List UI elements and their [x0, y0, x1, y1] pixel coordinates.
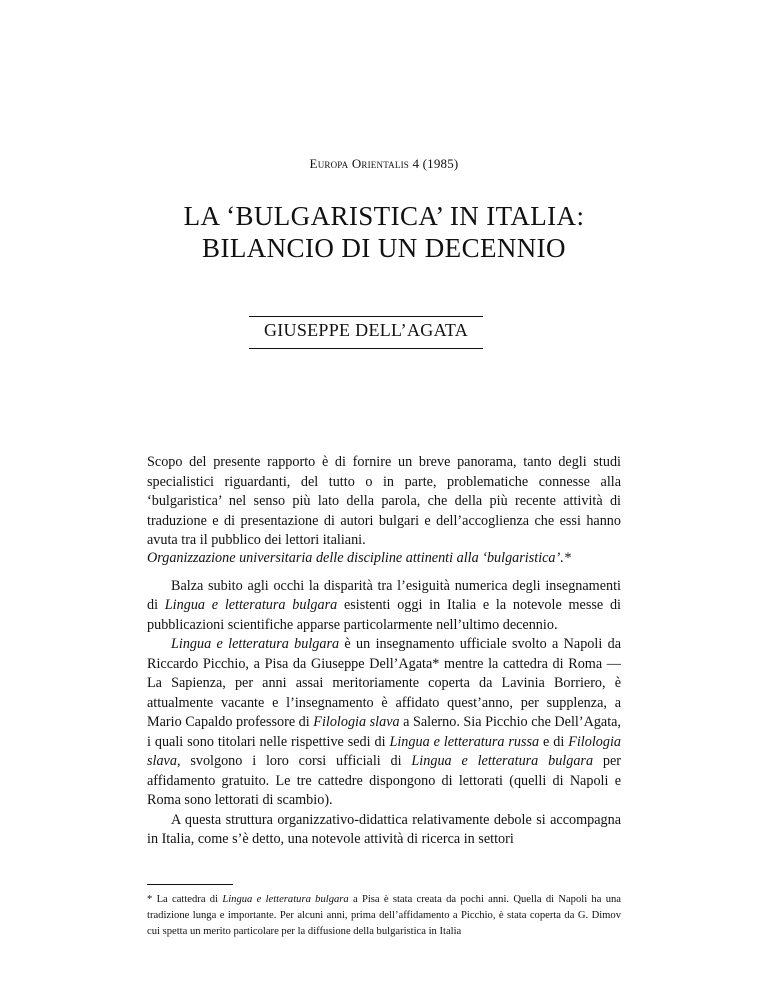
journal-name: Europa Orientalis: [309, 156, 409, 171]
paragraph-2: Lingua e letteratura bulgara è un insegnamento ufficiale svolto a Napoli da Riccardo Picchio, a Pisa da Giuseppe Dell’Agata* mentre la cattedra di Roma — La Sapienza, per anni assai meritoriamente coperta da Lavinia Borriero, è attualmente vacante e l’insegnamento è affidato quest’anno, per supplenza, a Mario Capaldo professore di Filologia slava a Salerno. Sia Picchio che Dell’Agata, i quali sono titolari nelle rispettive sedi di Lingua e letteratura russa e di Filologia slava, svolgono i loro corsi ufficiali di Lingua e letteratura bulgara per affidamento gratuito. Le tre cattedre dispongono di lettorati (quelli di Napoli e Roma sono lettorati di scambio).: [147, 636, 622, 808]
paragraph-3: A questa struttura organizzativo-didattica relativamente debole si accompagna in Italia, come s’è detto, una notevole attività di ricerca in settori: [147, 811, 621, 847]
footnote-rule: [147, 884, 233, 885]
footnote: * La cattedra di Lingua e letteratura bulgara a Pisa è stata creata da pochi anni. Quella di Napoli ha una tradizione lunga e importante. Per alcuni anni, prima dell’affidamento a Picchio, è stata coperta da G. Dimov cui spetta un merito particolare per la diffusione della bulgaristica in Italia: [147, 894, 621, 937]
paragraph-1: Balza subito agli occhi la disparità tra l’esiguità numerica degli insegnamenti di Lingua e letteratura bulgara esistenti oggi in Italia e la notevole messe di pubblicazioni scientifiche apparse particolarmente nell’ultimo decennio.: [147, 577, 621, 633]
author-rule-top: [249, 316, 483, 317]
author-name: GIUSEPPE DELL’AGATA: [263, 320, 469, 340]
journal-header: [0, 156, 768, 172]
intro-paragraph: Scopo del presente rapporto è di fornire un breve panorama, tanto degli studi specialistici riguardanti, del tutto o in parte, problematiche connesse alla ‘bulgaristica’ nel senso più lato della parola, che della più recente attività di traduzione e di presentazione di autori bulgari e dell’accoglienza che essi hanno avuta tra il pubblico dei lettori italiani.: [147, 454, 621, 548]
section-organizzazione: [147, 549, 621, 850]
author-rule-bottom: [249, 348, 483, 349]
title-line-1: LA ‘BULGARISTICA’ IN ITALIA:: [183, 201, 585, 231]
journal-issue: 4 (1985): [412, 156, 459, 171]
article-title: [0, 200, 768, 264]
section-heading: Organizzazione universitaria delle discipline attinenti alla ‘bulgaristica’.*: [147, 550, 571, 566]
title-line-2: BILANCIO DI UN DECENNIO: [202, 233, 566, 263]
